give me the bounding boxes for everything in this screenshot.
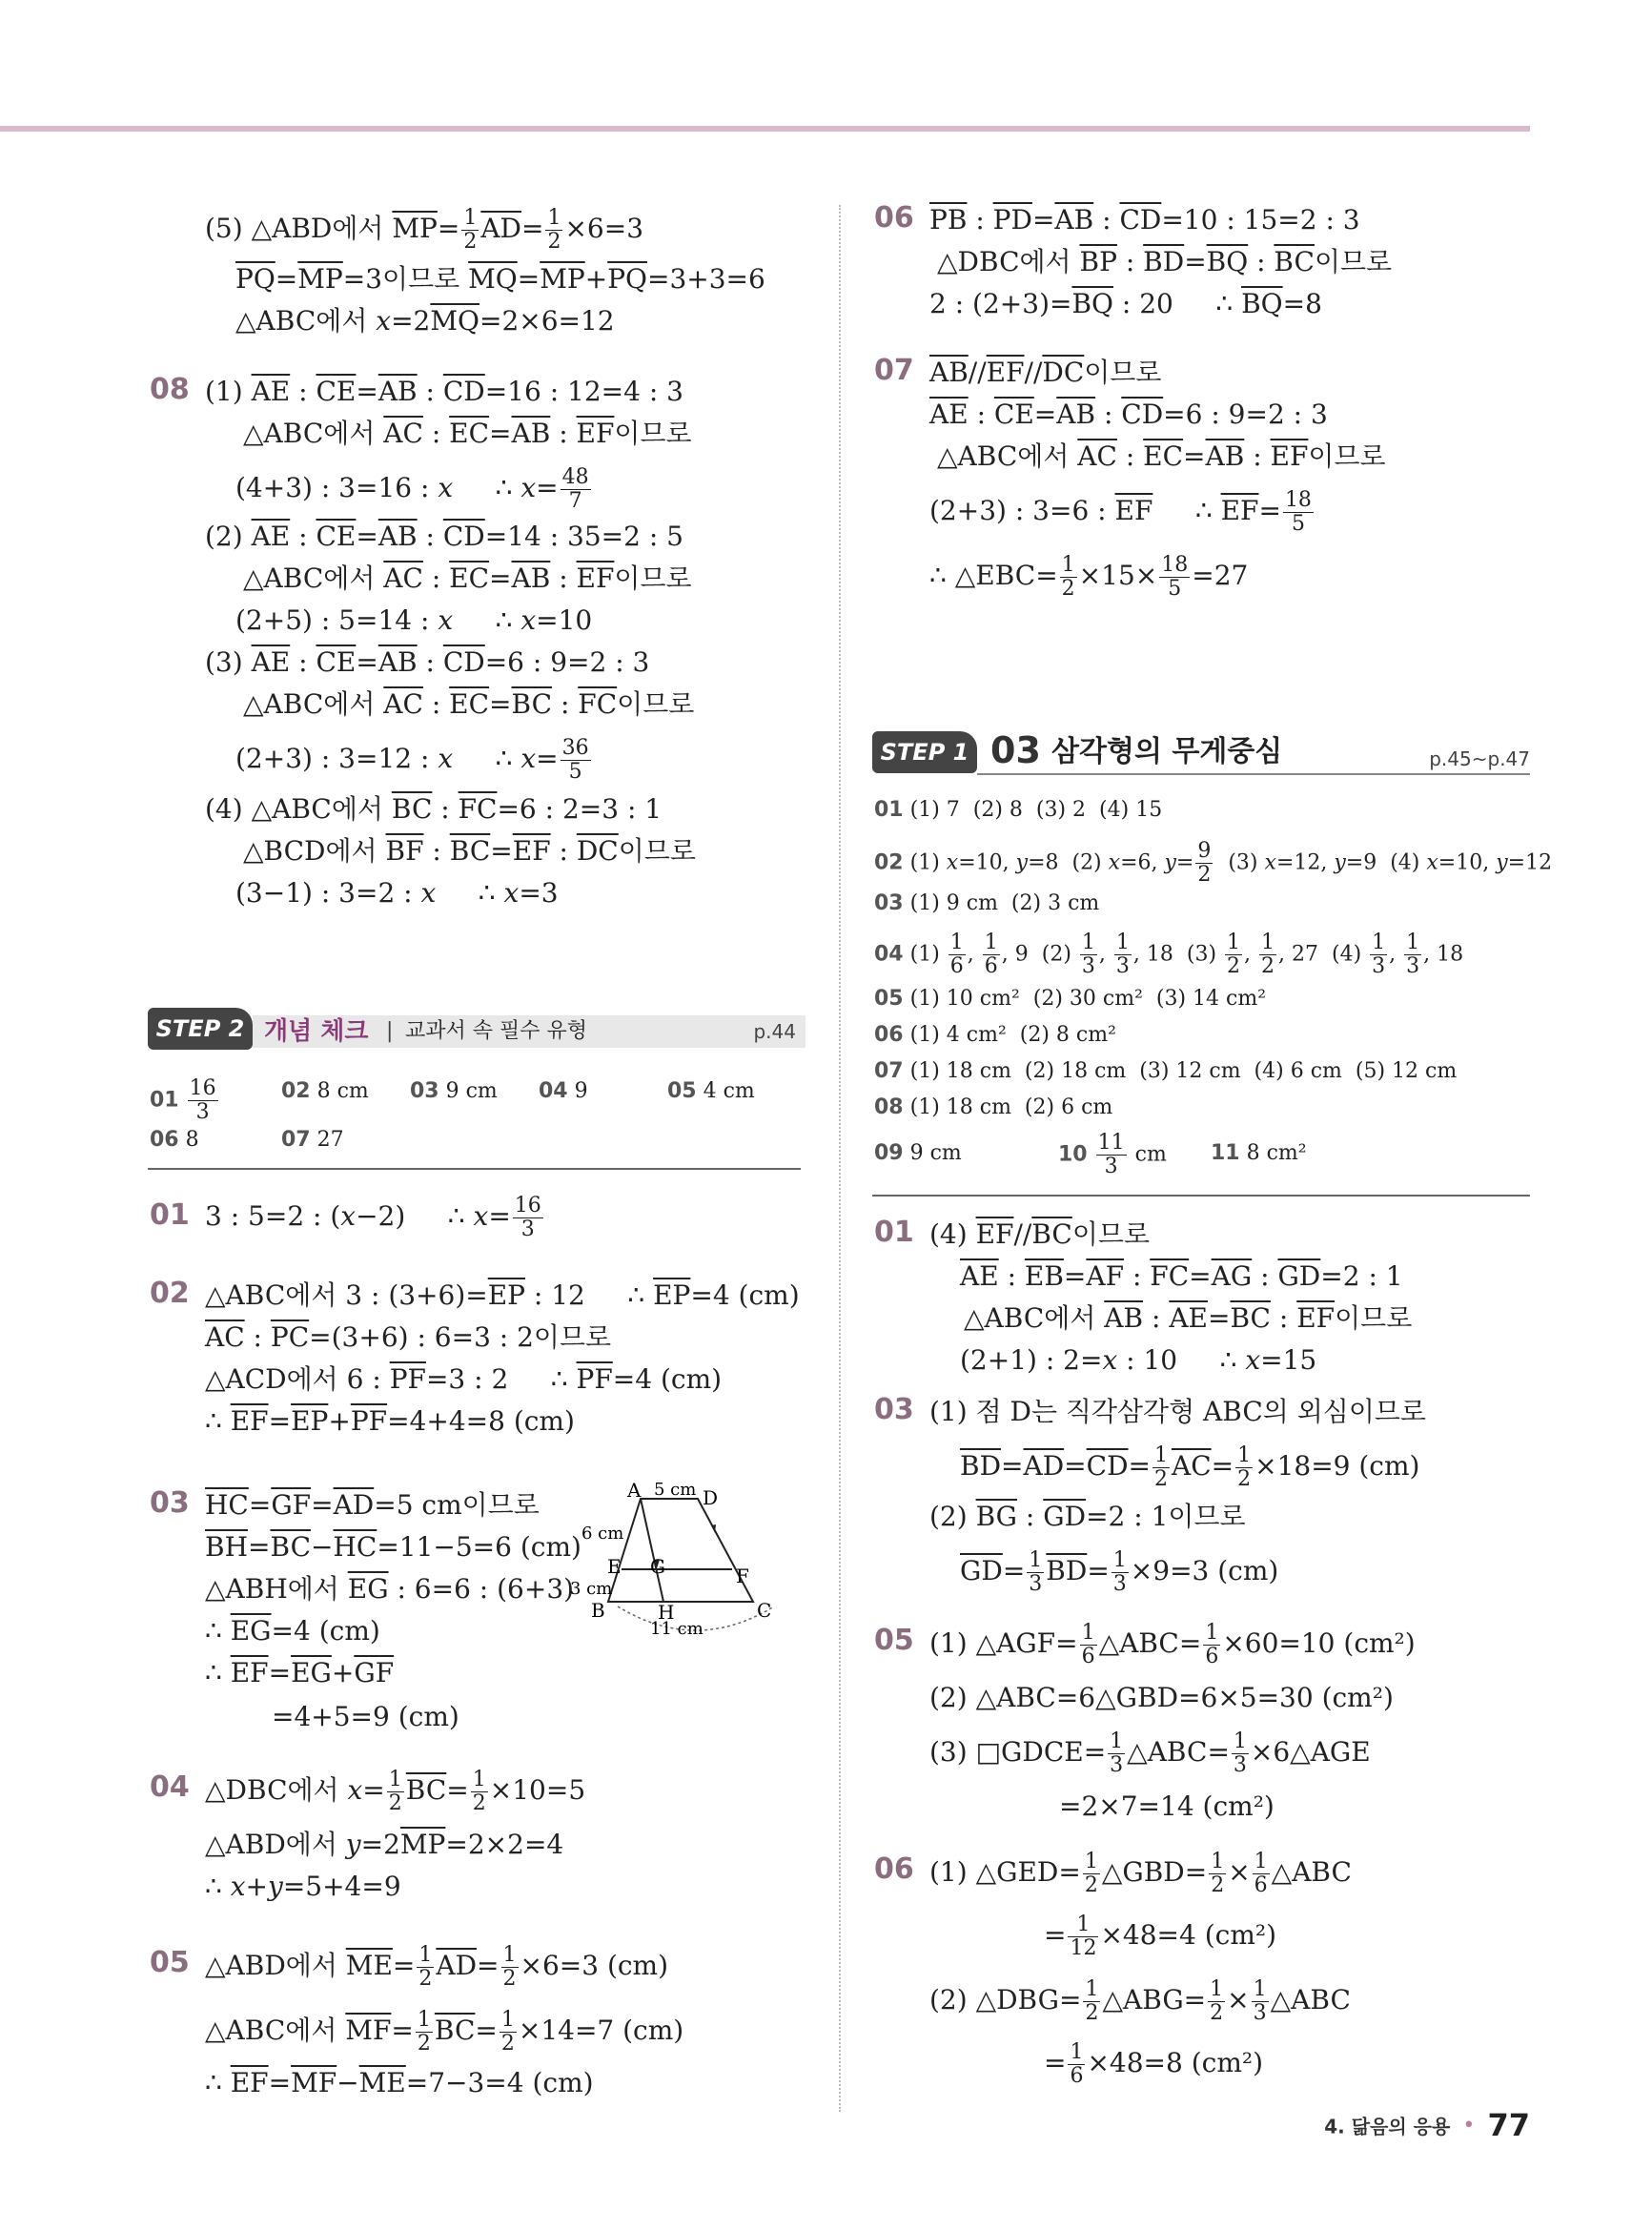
q06-line1: $\overline{PB}$ : $\overline{PD}=\overline{AB}$ : $\overline{CD}=10$ : 15=2 : 3 [929, 204, 1360, 235]
label-g: G [650, 1555, 665, 1578]
footer-bullet: • [1462, 2113, 1476, 2138]
trapezoid-outline [608, 1499, 753, 1602]
step2-subtitle: 교과서 속 필수 유형 [405, 1019, 587, 1043]
r01-line4: (2+1) : 2=x : 10 ∴ x=15 [960, 1344, 1317, 1376]
segment-ah [641, 1499, 663, 1602]
r03-line1: (1) 점 D는 직각삼각형 ABC의 외심이므로 [929, 1396, 1426, 1427]
step2-answer-07: 07 27 [281, 1128, 344, 1152]
p8-a3: (4+3) : 3=16 : x ∴ x= $\frac{48}{7}$ [235, 465, 589, 513]
q03-line1: $\overline{HC}=\overline{GF}=\overline{AD}=5$ cm이므로 [205, 1489, 540, 1521]
q02-line4: ∴ $\overline{EF}=\overline{EP}+\overline{PF}=4+4=8$ (cm) [205, 1405, 575, 1437]
chapter-title: 4. 닮음의 응용 [1324, 2115, 1451, 2138]
step1-answer-03: 03 (1) 9 cm (2) 3 cm [874, 891, 1100, 915]
label-h: H [658, 1601, 675, 1624]
label-left1: 6 cm [581, 1524, 624, 1544]
problem-number: 07 [874, 354, 914, 387]
q04-line3: ∴ x+y=5+4=9 [205, 1871, 401, 1902]
step1-banner [872, 731, 1530, 773]
p8-d3: (3−1) : 3=2 : x ∴ x=3 [235, 877, 559, 909]
r05-line4: =2×7=14 (cm²) [1059, 1790, 1275, 1822]
r01-line3: △ABC에서 $\overline{AB}$ : $\overline{AE}=\overline{BC}$ : $\overline{EF}$이므로 [964, 1302, 1413, 1334]
problem-number: 06 [874, 201, 914, 235]
step2-banner [148, 1008, 806, 1050]
page-footer [1324, 2107, 1530, 2143]
step2-divider [148, 1168, 801, 1170]
step2-sep: | [386, 1019, 394, 1043]
step2-answer-03: 03 9 cm [410, 1079, 498, 1103]
label-e: E [607, 1555, 622, 1578]
label-f: F [736, 1565, 749, 1587]
step1-answer-05: 05 (1) 10 cm² (2) 30 cm² (3) 14 cm² [874, 987, 1267, 1011]
q05-line2: △ABC에서 $\overline{MF}=$ $\frac{1}{2}$ $\overline{BC}=$ $\frac{1}{2}$ ×14=7 (cm) [205, 2008, 684, 2056]
problem-number: 05 [150, 1946, 190, 1979]
r06-line4: = $\frac{1}{6}$ ×48=8 (cm²) [1044, 2040, 1264, 2088]
q05-line3: ∴ $\overline{EF}=\overline{MF}-\overline{ME}=7-3=4$ (cm) [205, 2067, 594, 2098]
problem-number: 03 [874, 1393, 914, 1426]
q03-line6: =4+5=9 (cm) [272, 1701, 459, 1732]
step1-number: 03 [990, 729, 1041, 771]
p7-5-line1: (5) △ABD에서 $\overline{MP}=$ $\frac{1}{2}$ $\overline{AD}=$ $\frac{1}{2}$ ×6=3 [205, 206, 644, 254]
label-c: C [757, 1599, 772, 1622]
step2-answer-06: 06 8 [150, 1128, 199, 1152]
q07-line3: △ABC에서 $\overline{AC}$ : $\overline{EC}=\overline{AB}$ : $\overline{EF}$이므로 [937, 440, 1386, 472]
q06-line2: △DBC에서 $\overline{BP}$ : $\overline{BD}=\overline{BQ}$ : $\overline{BC}$이므로 [937, 246, 1393, 277]
p8-c2: △ABC에서 $\overline{AC}$ : $\overline{EC}=\overline{BC}$ : $\overline{FC}$이므로 [243, 688, 695, 720]
p8-c3: (2+3) : 3=12 : x ∴ x= $\frac{36}{5}$ [235, 736, 589, 784]
trapezoid-figure [570, 1478, 801, 1649]
problem-number: 05 [874, 1624, 914, 1657]
r03-line2: $\overline{BD}=\overline{AD}=\overline{CD}=$ $\frac{1}{2}$ $\overline{AC}=$ $\frac{1}{2}$ ×18=9 (cm) [960, 1443, 1420, 1491]
p7-5-line2: $\overline{PQ}=\overline{MP}=3$이므로 $\overline{MQ}=\overline{MP}+\overline{PQ}=3+3=6$ [235, 263, 765, 295]
q07-line4: (2+3) : 3=6 : $\overline{EF}$ ∴ $\overline{EF}=$ $\frac{18}{5}$ [929, 488, 1312, 536]
step2-answer-02: 02 8 cm [281, 1079, 369, 1103]
r05-line1: (1) △AGF= $\frac{1}{6}$ △ABC= $\frac{1}{6}$ ×60=10 (cm²) [929, 1621, 1416, 1668]
step1-title: 삼각형의 무게중심 [1051, 735, 1283, 768]
label-bottom: 11 cm [650, 1619, 704, 1639]
step1-answer-10: 10 $\frac{11}{3}$ cm [1058, 1131, 1167, 1178]
step1-answer-11: 11 8 cm² [1211, 1141, 1307, 1165]
step2-page: p.44 [753, 1020, 796, 1043]
problem-number: 08 [150, 373, 190, 406]
step1-answer-09: 09 9 cm [874, 1141, 962, 1165]
q07-line2: $\overline{AE}$ : $\overline{CE}=\overline{AB}$ : $\overline{CD}=6$ : 9=2 : 3 [929, 399, 1328, 430]
step2-strip [253, 1015, 806, 1048]
step2-answer-01: 01 $\frac{16}{3}$ [150, 1076, 216, 1124]
r06-line1: (1) △GED= $\frac{1}{2}$ △GBD= $\frac{1}{2}$ × $\frac{1}{6}$ △ABC [929, 1850, 1352, 1897]
q01-line1: 3 : 5=2 : (x−2) ∴ x= $\frac{16}{3}$ [205, 1194, 541, 1241]
q02-line1: △ABC에서 3 : $(3+6)=\overline{EP}$ : 12 ∴ $\overline{EP}=4$ (cm) [205, 1279, 800, 1311]
step1-answer-07: 07 (1) 18 cm (2) 18 cm (3) 12 cm (4) 6 cm (5) 12 cm [874, 1059, 1458, 1083]
r01-line1: (4) $\overline{EF}//\overline{BC}$이므로 [929, 1218, 1150, 1250]
r06-line3: (2) △DBG= $\frac{1}{2}$ △ABG= $\frac{1}{2}$ × $\frac{1}{3}$ △ABC [929, 1977, 1351, 2025]
step2-badge: STEP 2 [148, 1008, 253, 1050]
problem-number: 04 [150, 1770, 190, 1804]
r05-line2: (2) △ABC=6△GBD=6×5=30 (cm²) [929, 1682, 1394, 1713]
r03-line3: (2) $\overline{BG}$ : $\overline{GD}=2$ : 1이므로 [929, 1501, 1246, 1532]
problem-number: 01 [874, 1216, 914, 1249]
label-b: B [591, 1599, 605, 1622]
top-decorative-bar [0, 126, 1530, 132]
step1-underline [977, 773, 1530, 775]
p8-c1: (3) $\overline{AE}$ : $\overline{CE}=\overline{AB}$ : $\overline{CD}=6$ : 9=2 : 3 [205, 646, 650, 678]
column-divider [839, 205, 841, 2112]
step1-page: p.45~p.47 [1429, 747, 1530, 770]
q03-line4: ∴ $\overline{EG}=4$ (cm) [205, 1615, 380, 1647]
q03-line3: △ABH에서 $\overline{EG}$ : 6=6 : (6+3) [205, 1573, 575, 1605]
q02-line3: △ACD에서 6 : $\overline{PF}=3$ : 2 ∴ $\overline{PF}=4$ (cm) [205, 1363, 723, 1395]
problem-number: 06 [874, 1852, 914, 1886]
p8-d2: △BCD에서 $\overline{BF}$ : $\overline{BC}=\overline{EF}$ : $\overline{DC}$이므로 [243, 835, 696, 867]
problem-number: 03 [150, 1486, 190, 1520]
label-left2: 3 cm [570, 1579, 613, 1599]
problem-number: 01 [150, 1198, 190, 1232]
r05-line3: (3) □GDCE= $\frac{1}{3}$ △ABC= $\frac{1}{3}$ ×6△AGE [929, 1729, 1371, 1777]
r06-line2: = $\frac{1}{12}$ ×48=4 (cm²) [1044, 1913, 1277, 1960]
q07-line5: ∴ △EBC= $\frac{1}{2}$ ×15× $\frac{18}{5}$ =27 [929, 553, 1249, 601]
p8-a2: △ABC에서 $\overline{AC}$ : $\overline{EC}=\overline{AB}$ : $\overline{EF}$이므로 [243, 418, 692, 449]
p8-d1: (4) △ABC에서 $\overline{BC}$ : $\overline{FC}=6$ : 2=3 : 1 [205, 793, 663, 825]
q04-line1: △DBC에서 x= $\frac{1}{2}$ $\overline{BC}=$ $\frac{1}{2}$ ×10=5 [205, 1768, 586, 1815]
step1-answer-06: 06 (1) 4 cm² (2) 8 cm² [874, 1023, 1116, 1047]
problem-number: 02 [150, 1277, 190, 1310]
q07-line1: $\overline{AB}//\overline{EF}//\overline{DC}$이므로 [929, 357, 1162, 388]
label-top: 5 cm [654, 1480, 697, 1500]
q03-line2: $\overline{BH}=\overline{BC}-\overline{HC}=11-5=6$ (cm) [205, 1531, 581, 1563]
step1-answer-01: 01 (1) 7 (2) 8 (3) 2 (4) 15 [874, 798, 1163, 822]
step1-answer-08: 08 (1) 18 cm (2) 6 cm [874, 1095, 1113, 1119]
p8-b2: △ABC에서 $\overline{AC}$ : $\overline{EC}=\overline{AB}$ : $\overline{EF}$이므로 [243, 563, 692, 594]
p8-b3: (2+5) : 5=14 : x ∴ x=10 [235, 604, 593, 636]
p7-5-line3: △ABC에서 $x=2\overline{MQ}=2\times 6=12$ [235, 305, 615, 337]
step1-badge: STEP 1 [872, 731, 977, 773]
page-number: 77 [1487, 2107, 1530, 2143]
p8-b1: (2) $\overline{AE}$ : $\overline{CE}=\overline{AB}$ : $\overline{CD}=14$ : 35=2 : 5 [205, 521, 683, 552]
step2-answer-05: 05 4 cm [667, 1079, 755, 1103]
q02-line2: $\overline{AC}$ : $\overline{PC}=(3+6)$ : 6=3 : 2이므로 [205, 1321, 612, 1353]
q06-line3: 2 : $(2+3)=\overline{BQ}$ : 20 ∴ $\overline{BQ}=8$ [929, 288, 1322, 319]
step2-answer-04: 04 9 [539, 1079, 588, 1103]
r03-line4: $\overline{GD}=$ $\frac{1}{3}$ $\overline{BD}=$ $\frac{1}{3}$ ×9=3 (cm) [960, 1548, 1279, 1596]
p8-a1: (1) $\overline{AE}$ : $\overline{CE}=\overline{AB}$ : $\overline{CD}=16$ : 12=4 : 3 [205, 376, 683, 407]
q03-line5: ∴ $\overline{EF}=\overline{EG}+\overline{GF}$ [205, 1657, 395, 1688]
r01-line2: $\overline{AE}$ : $\overline{EB}=\overline{AF}$ : $\overline{FC}=\overline{AG}$ : $\overline{GD}=2$ : 1 [960, 1260, 1403, 1292]
step1-answer-02: 02 (1) x=10, y=8 (2) x=6, y= $\frac{9}{2}$ (3) x=12, y=9 (4) x=10, y=12 [874, 839, 1553, 887]
label-d: D [703, 1486, 719, 1509]
step1-divider [872, 1195, 1530, 1197]
step2-title: 개념 체크 [264, 1017, 369, 1046]
q04-line2: △ABD에서 $y=2\overline{MP}=2\times 2=4$ [205, 1829, 564, 1860]
label-a: A [627, 1479, 642, 1502]
step1-answer-04: 04 (1) $\frac{1}{6}$ , $\frac{1}{6}$ , 9 (2) $\frac{1}{3}$ , $\frac{1}{3}$ , 18 (3) $\frac{1}{2}$ , $\frac{1}{2}$ , 27 (4) $\frac{1}{3}$ , $\frac{1}{3}$ , 18 [874, 931, 1464, 978]
q05-line1: △ABD에서 $\overline{ME}=$ $\frac{1}{2}$ $\overline{AD}=$ $\frac{1}{2}$ ×6=3 (cm) [205, 1943, 669, 1991]
